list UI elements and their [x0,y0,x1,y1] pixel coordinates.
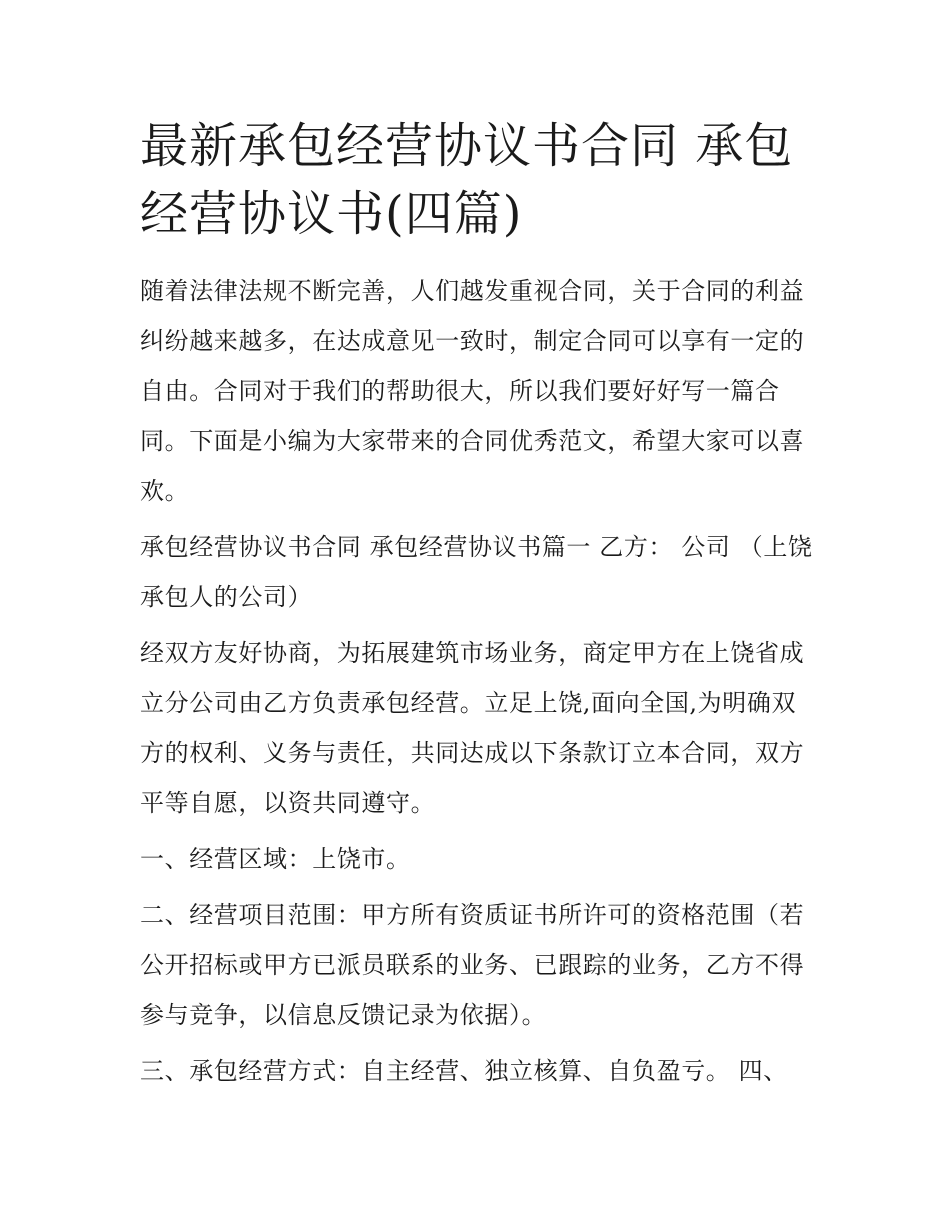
section-heading-paragraph: 承包经营协议书合同 承包经营协议书篇一 乙方： 公司 （上饶承包人的公司） [140,533,813,611]
document-page [140,112,815,1102]
intro-paragraph: 随着法律法规不断完善，人们越发重视合同，关于合同的利益纠纷越来越多，在达成意见一致时，制定合同可以享有一定的自由。合同对于我们的帮助很大，所以我们要好好写一篇合同。下面是小编为大家带来的合同优秀范文，希望大家可以喜欢。 [140,277,805,505]
agreement-purpose-paragraph: 经双方友好协商，为拓展建筑市场业务，商定甲方在上饶省成立分公司由乙方负责承包经营。立足上饶,面向全国,为明确双方的权利、义务与责任，共同达成以下条款订立本合同，双方平等自愿，以资共同遵守。 [140,639,805,817]
clause-contract-mode: 三、承包经营方式：自主经营、独立核算、自负盈亏。 四、 [140,1057,788,1085]
clause-project-scope: 二、经营项目范围：甲方所有资质证书所许可的资格范围（若公开招标或甲方已派员联系的业务、已跟踪的业务，乙方不得参与竞争，以信息反馈记录为依据）。 [140,901,805,1029]
document-title: 最新承包经营协议书合同 承包经营协议书(四篇) [140,118,794,242]
clause-business-area: 一、经营区域：上饶市。 [140,845,411,873]
